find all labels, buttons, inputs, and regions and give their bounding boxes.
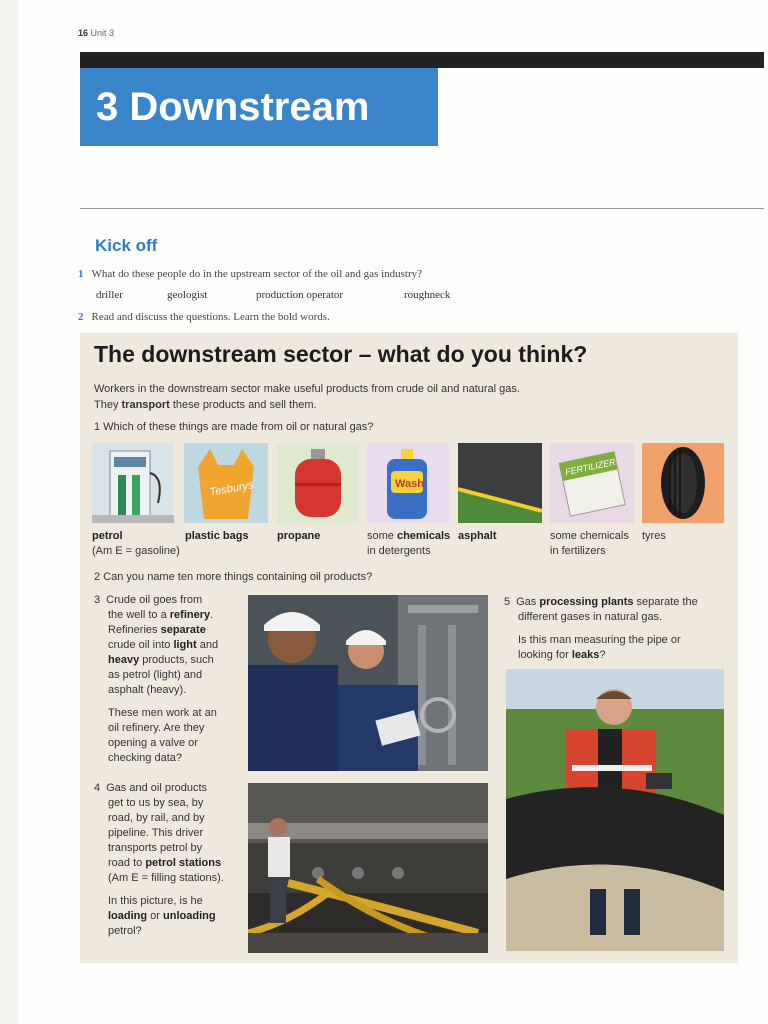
caption-tyres	[642, 529, 666, 544]
text: and	[196, 639, 219, 651]
word-geologist: geologist	[167, 289, 208, 301]
question-4-text	[94, 781, 254, 939]
petrol-pump-image	[92, 443, 174, 523]
text: Gas and oil products	[106, 782, 208, 794]
caption-label: asphalt	[458, 530, 497, 542]
caption-label: propane	[277, 530, 321, 542]
text-line: asphalt (heavy).	[108, 684, 187, 696]
page-header	[78, 28, 114, 38]
text: road to	[108, 857, 146, 869]
text-line: transports petrol by	[108, 842, 203, 854]
kickoff-question-2	[78, 311, 330, 323]
caption-asphalt	[458, 529, 497, 544]
caption-prefix: some	[367, 530, 397, 542]
caption-label: petrol	[92, 530, 123, 542]
fertilizer-image	[550, 443, 634, 523]
text-line: checking data?	[108, 752, 182, 764]
caption-sub: in fertilizers	[550, 545, 606, 557]
pipeline-inspector-photo	[506, 669, 724, 951]
kickoff-question-1	[78, 268, 422, 280]
text-line: oil refinery. Are they	[108, 722, 205, 734]
text-line: opening a valve or	[108, 737, 198, 749]
word-driller: driller	[96, 289, 123, 301]
bag-brand-text: Tesburys	[208, 479, 255, 499]
bold-word: refinery	[169, 609, 211, 621]
text-line: These men work at an	[108, 707, 217, 719]
text-line	[94, 856, 254, 871]
text-line	[504, 648, 734, 663]
kickoff-heading: Kick off	[95, 236, 158, 255]
tyre-image	[642, 443, 724, 523]
text: or	[147, 910, 164, 922]
text-line	[94, 638, 244, 653]
question-text: What do these people do in the upstream sector of the oil and gas industry?	[91, 268, 423, 280]
detergent-label-text: Wash	[395, 478, 424, 490]
panel-question-2: 2 Can you name ten more things containing oil products?	[94, 571, 373, 583]
text-line: pipeline. This driver	[108, 827, 204, 839]
caption-label: chemicals	[396, 530, 451, 542]
text: products, such	[139, 654, 214, 666]
intro-line	[94, 397, 694, 413]
text: crude oil into	[108, 639, 174, 651]
question-number: 1	[78, 268, 84, 280]
discussion-panel	[80, 333, 738, 963]
text: Gas	[516, 596, 540, 608]
caption-plastic-bags	[185, 529, 249, 544]
text-line	[94, 781, 254, 796]
text: these products and sell them.	[169, 399, 317, 411]
bold-word: loading	[108, 910, 148, 922]
text: separate the	[633, 596, 698, 608]
caption-label: plastic bags	[185, 530, 249, 542]
intro-line: Workers in the downstream sector make useful products from crude oil and natural gas.	[94, 383, 520, 395]
unit-title: 3 Downstream	[80, 68, 438, 146]
top-bar	[80, 52, 764, 68]
word-production-operator: production operator	[256, 289, 344, 301]
bold-word: petrol stations	[145, 857, 222, 869]
caption-petrol	[92, 529, 180, 559]
text-line: petrol?	[108, 925, 142, 937]
question-5-text	[504, 595, 734, 663]
propane-tank-image	[277, 443, 359, 523]
panel-title: The downstream sector – what do you think?	[94, 341, 588, 367]
bold-word: separate	[160, 624, 206, 636]
question-3-text	[94, 593, 244, 766]
text-line: Is this man measuring the pipe or	[518, 634, 681, 646]
caption-sub: in detergents	[367, 545, 431, 557]
bold-word: unloading	[163, 910, 216, 922]
caption-fertilizer-chemicals	[550, 529, 629, 559]
text-line: road, by rail, and by	[108, 812, 205, 824]
bold-word: transport	[121, 399, 170, 411]
panel-intro	[94, 381, 694, 413]
text-line	[94, 593, 244, 608]
page-number: 16	[78, 28, 89, 38]
plastic-bag-image	[184, 443, 268, 523]
tanker-truck-photo	[248, 783, 488, 953]
text: looking for	[518, 649, 572, 661]
text: Crude oil goes from	[106, 594, 203, 606]
question-number: 2	[78, 311, 84, 323]
caption-sub: (Am E = gasoline)	[92, 545, 180, 557]
caption-label: some chemicals	[550, 530, 629, 542]
divider	[80, 208, 764, 209]
text: Refineries	[108, 624, 161, 636]
refinery-workers-photo	[248, 595, 488, 771]
text: .	[210, 609, 214, 621]
detergent-image	[367, 443, 449, 523]
text-line	[94, 653, 244, 668]
question-number: 4	[94, 782, 101, 794]
bold-word: heavy	[108, 654, 140, 666]
text-line	[94, 608, 244, 623]
text-line: (Am E = filling stations).	[108, 872, 224, 884]
text: ?	[599, 649, 606, 661]
fertilizer-label-text: FERTILIZER	[564, 456, 617, 478]
text-line: as petrol (light) and	[108, 669, 203, 681]
text-line: different gases in natural gas.	[518, 611, 663, 623]
text-line	[94, 623, 244, 638]
question-number: 5	[504, 596, 511, 608]
unit-label: Unit 3	[90, 28, 115, 38]
bold-word: light	[173, 639, 197, 651]
bold-word: processing plants	[539, 596, 634, 608]
asphalt-image	[458, 443, 542, 523]
question-number: 3	[94, 594, 101, 606]
caption-detergent-chemicals	[367, 529, 450, 559]
question-text: Read and discuss the questions. Learn the bold words.	[91, 311, 330, 323]
text: the well to a	[108, 609, 170, 621]
text-line	[504, 595, 734, 610]
panel-question-1: 1 Which of these things are made from oil or natural gas?	[94, 421, 374, 433]
caption-propane	[277, 529, 320, 544]
text-line	[94, 909, 254, 924]
text-line: get to us by sea, by	[108, 797, 204, 809]
text-line: In this picture, is he	[108, 895, 203, 907]
caption-label: tyres	[642, 530, 666, 542]
bold-word: leaks	[571, 649, 600, 661]
text: They	[94, 399, 122, 411]
word-roughneck: roughneck	[404, 289, 451, 301]
